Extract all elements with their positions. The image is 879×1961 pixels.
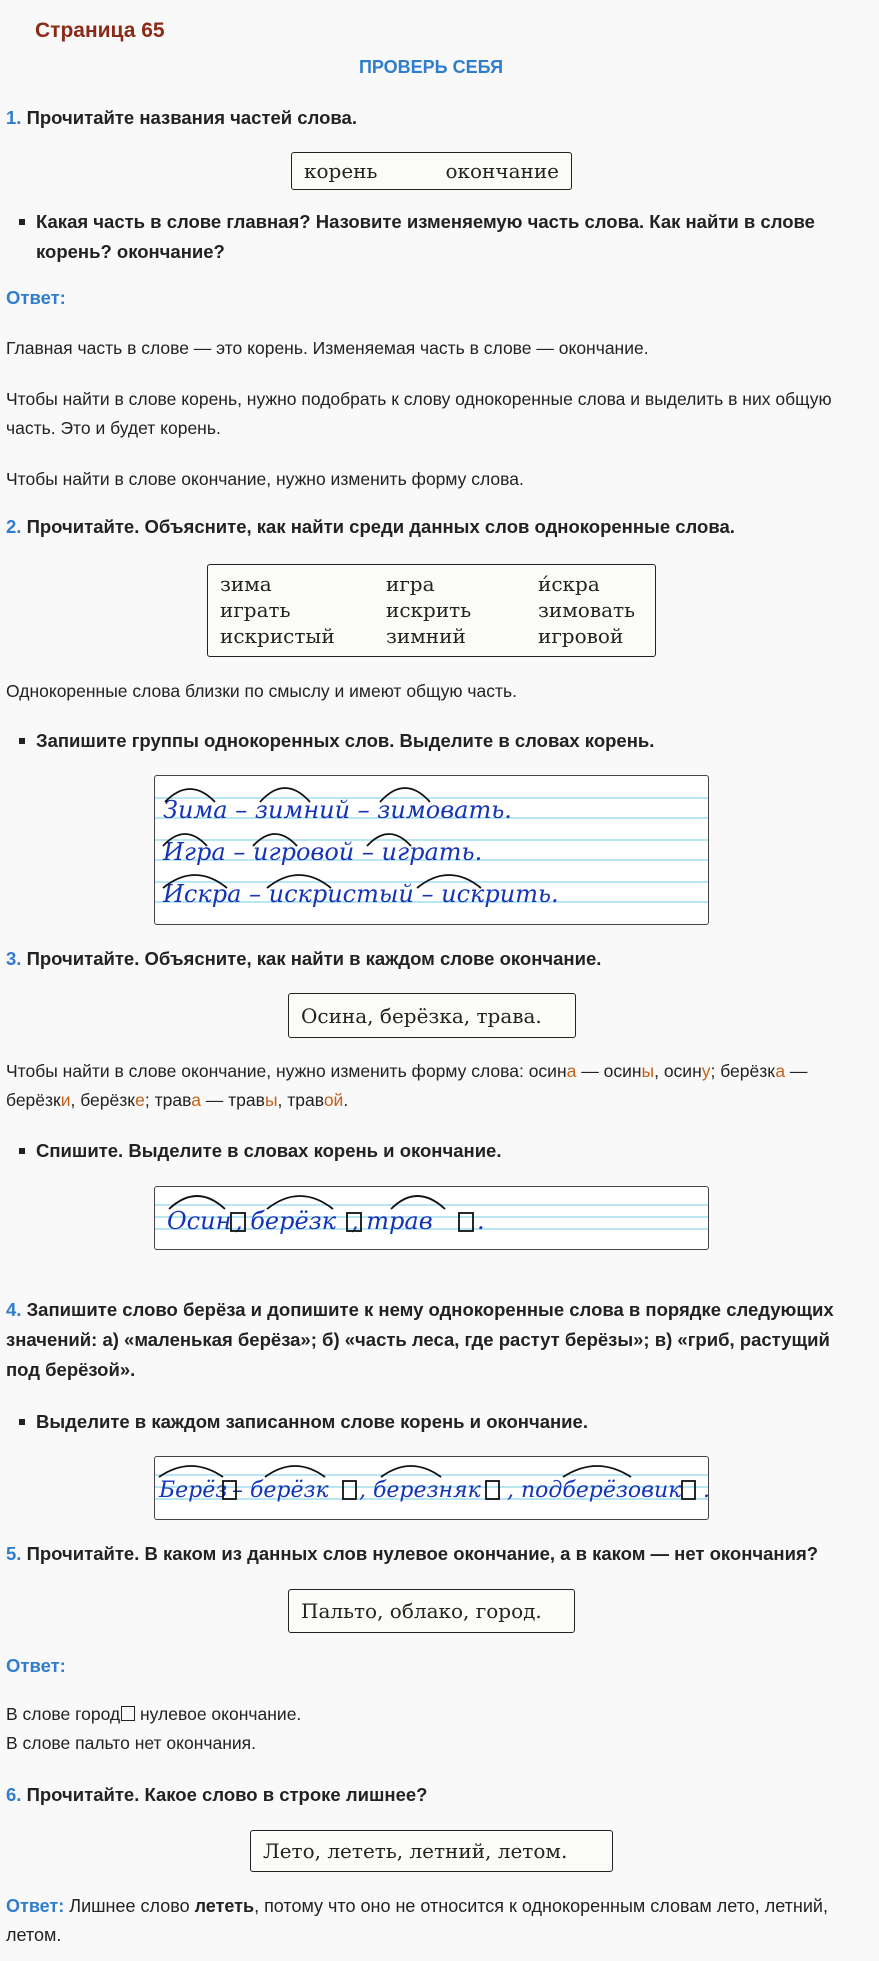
handwritten-line: Осин , берёзк , трав .: [167, 1207, 485, 1235]
word: играть: [220, 598, 291, 622]
handwritten-line: Игра – игровой – играть.: [163, 838, 483, 866]
word-list: Лето, лететь, летний, летом.: [263, 1839, 568, 1863]
handwritten-line: Зима – зимний – зимовать.: [163, 796, 512, 824]
question-text: Прочитайте. Объясните, как найти в каждом слове окончание.: [26, 948, 602, 969]
null-ending-square-icon: [121, 1706, 135, 1721]
task-bullet: Выделите в каждом записанном слове корень и окончание.: [36, 1407, 856, 1437]
word-grid-box: [207, 564, 656, 657]
question-number: 3.: [6, 948, 22, 969]
question-4: [6, 1295, 846, 1385]
word: игровой: [538, 624, 624, 648]
answer-paragraph: Главная часть в слове — это корень. Изменяемая часть в слове — окончание.: [6, 338, 649, 358]
page-title: Страница 65: [35, 19, 165, 42]
word-list: Осина, берёзка, трава.: [301, 1003, 542, 1028]
question-number: 1.: [6, 107, 22, 128]
handwritten-line: Искра – искристый – искрить.: [163, 880, 559, 908]
question-number: 6.: [6, 1784, 22, 1805]
question-text: Запишите слово берёза и допишите к нему однокоренные слова в порядке следующих значений: а) «маленькая берёза»; б) «часть леса, где растут берёзы»; в) «гриб, растущий под берёзой».: [6, 1299, 834, 1380]
question-6: [6, 1780, 427, 1810]
word: искрить: [386, 598, 472, 622]
word-box: [288, 993, 576, 1038]
word-box: [291, 152, 572, 190]
question-number: 2.: [6, 516, 22, 537]
answer-paragraph: Чтобы найти в слове окончание, нужно изменить форму слова.: [6, 469, 524, 489]
note-paragraph: Однокоренные слова близки по смыслу и имеют общую часть.: [6, 681, 517, 701]
task-bullet: Запишите группы однокоренных слов. Выделите в словах корень.: [36, 726, 856, 756]
question-number: 4.: [6, 1299, 22, 1320]
question-2: [6, 512, 735, 542]
handwriting-box: [154, 775, 709, 925]
ending-square: [682, 1481, 695, 1499]
word: игра: [386, 572, 435, 596]
question-1: [6, 103, 357, 133]
question-text: Прочитайте. В каком из данных слов нулевое окончание, а в каком — нет окончания?: [26, 1543, 819, 1564]
question-text: Прочитайте названия частей слова.: [26, 107, 357, 128]
word-list: Пальто, облако, город.: [301, 1599, 542, 1623]
word: зима: [220, 572, 272, 596]
ending-square: [343, 1481, 356, 1499]
answer-line: В слове пальто нет окончания.: [6, 1733, 257, 1753]
question-3: [6, 944, 601, 974]
word-box: [288, 1589, 575, 1633]
section-subtitle: ПРОВЕРЬ СЕБЯ: [358, 57, 504, 77]
handwriting-box: [154, 1456, 709, 1520]
answer-label: Ответ:: [6, 1655, 66, 1676]
task-bullet: Спишите. Выделите в словах корень и окончание.: [36, 1136, 856, 1166]
question-number: 5.: [6, 1543, 22, 1564]
word: зимний: [386, 624, 466, 648]
question-5: [6, 1539, 818, 1569]
handwritten-line: Берёз – берёзк , березняк , подберёзовик .: [159, 1478, 710, 1503]
word: искристый: [220, 624, 335, 648]
answer-paragraph: Ответ: Лишнее слово лететь, потому что оно не относится к однокоренным словам лето, летний, летом.: [6, 1896, 828, 1945]
question-text: Прочитайте. Объясните, как найти среди данных слов однокоренные слова.: [26, 516, 735, 537]
answer-line: В слове город нулевое окончание.: [6, 1704, 302, 1724]
word-box: [250, 1830, 613, 1872]
word: корень: [304, 159, 378, 183]
answer-paragraph: Чтобы найти в слове корень, нужно подобрать к слову однокоренные слова и выделить в них общую часть. Это и будет корень.: [6, 389, 832, 438]
question-text: Прочитайте. Какое слово в строке лишнее?: [26, 1784, 428, 1805]
explanation-paragraph: Чтобы найти в слове окончание, нужно изменить форму слова: осина — осины, осину; берёзка — берёзки, берёзке; трава — травы, травой.: [6, 1061, 808, 1110]
word: зимовать: [538, 598, 635, 622]
word: и́скра: [538, 572, 600, 596]
handwriting-box: [154, 1186, 709, 1250]
ending-square: [486, 1481, 499, 1499]
word: окончание: [445, 159, 559, 183]
answer-label: Ответ:: [6, 287, 66, 308]
answer-label: Ответ:: [6, 1896, 65, 1916]
ending-square: [459, 1213, 473, 1231]
task-bullet: Какая часть в слове главная? Назовите изменяемую часть слова. Как найти в слове корень? окончание?: [36, 207, 856, 267]
